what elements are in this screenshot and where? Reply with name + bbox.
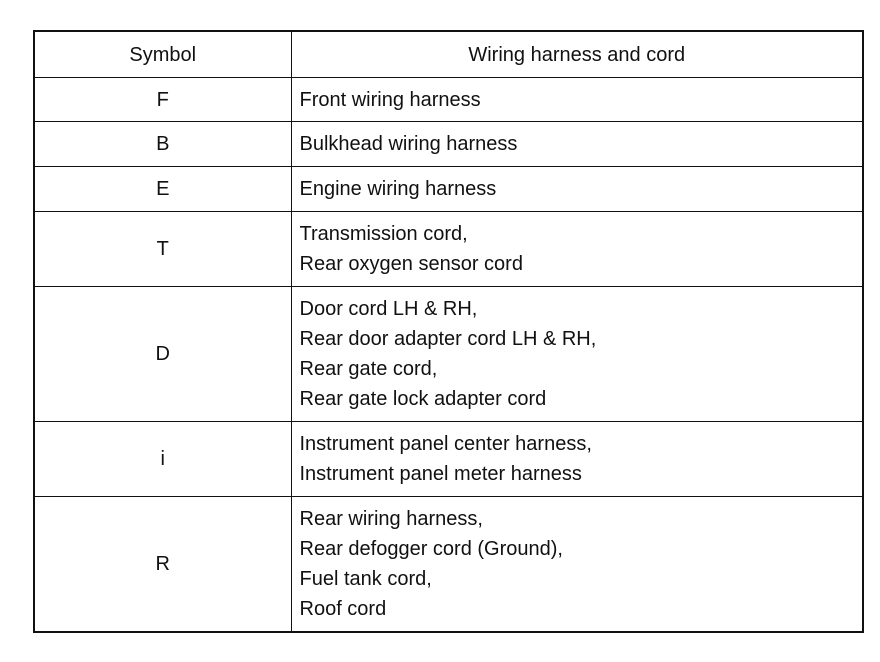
symbol-cell: D xyxy=(34,287,291,422)
description-line: Engine wiring harness xyxy=(299,178,497,200)
description-line: Rear oxygen sensor cord xyxy=(299,253,523,275)
description-line: Rear door adapter cord LH & RH, xyxy=(299,328,597,350)
symbol-cell: E xyxy=(34,167,291,212)
description-line: Roof cord xyxy=(299,598,387,620)
table-row xyxy=(34,287,863,422)
table-row xyxy=(34,497,863,633)
symbol-cell: i xyxy=(34,422,291,497)
description-cell xyxy=(291,287,863,422)
symbol-cell: F xyxy=(34,78,291,122)
description-line: Rear gate lock adapter cord xyxy=(299,388,547,410)
symbol-cell: R xyxy=(34,497,291,633)
table-row xyxy=(34,78,863,122)
description-line: Rear gate cord, xyxy=(299,358,438,380)
description-cell xyxy=(291,167,863,212)
description-column-header: Wiring harness and cord xyxy=(291,31,863,78)
description-line: Rear defogger cord (Ground), xyxy=(299,538,563,560)
description-cell xyxy=(291,122,863,167)
symbol-cell: B xyxy=(34,122,291,167)
table-row xyxy=(34,422,863,497)
table-row xyxy=(34,122,863,167)
description-cell xyxy=(291,78,863,122)
description-line: Instrument panel meter harness xyxy=(299,463,582,485)
table-header-row xyxy=(34,31,863,78)
table-row xyxy=(34,167,863,212)
description-line: Fuel tank cord, xyxy=(299,568,432,590)
description-cell xyxy=(291,212,863,287)
symbol-column-header: Symbol xyxy=(34,31,291,78)
description-line: Bulkhead wiring harness xyxy=(299,133,518,155)
wiring-harness-table xyxy=(33,30,864,633)
symbol-cell: T xyxy=(34,212,291,287)
description-line: Transmission cord, xyxy=(299,223,468,245)
description-line: Instrument panel center harness, xyxy=(299,433,592,455)
description-cell xyxy=(291,422,863,497)
description-line: Front wiring harness xyxy=(299,88,481,111)
description-cell xyxy=(291,497,863,633)
description-line: Door cord LH & RH, xyxy=(299,298,478,320)
description-line: Rear wiring harness, xyxy=(299,508,483,530)
table-row xyxy=(34,212,863,287)
